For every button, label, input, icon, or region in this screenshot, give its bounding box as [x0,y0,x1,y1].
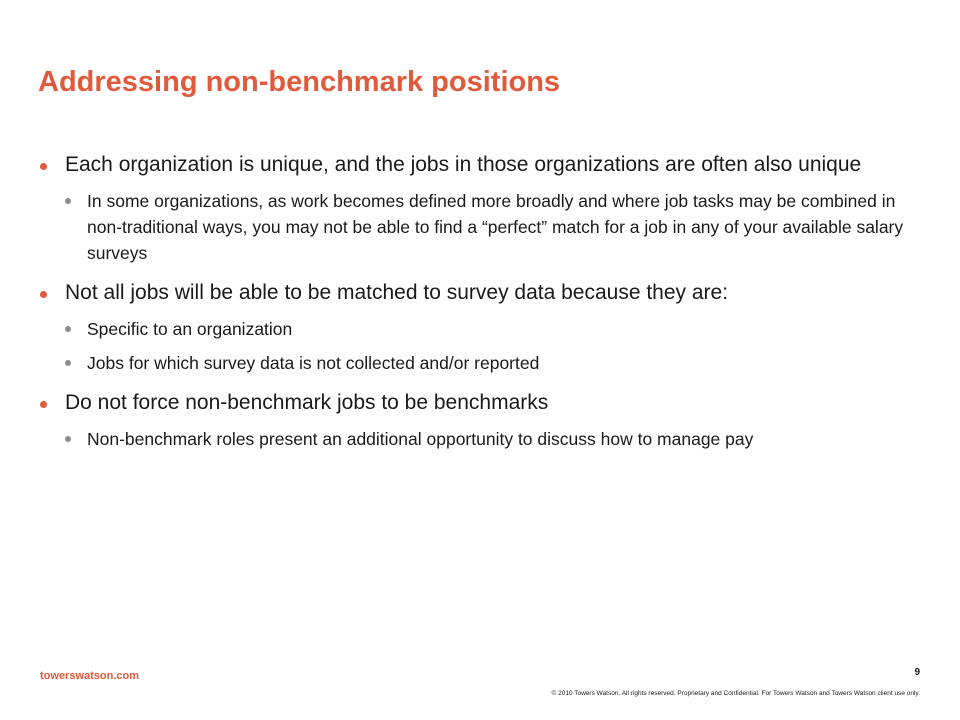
bullet-group-2 [38,278,918,376]
bullet-dot-icon [40,401,47,408]
bullet-text: Do not force non-benchmark jobs to be benchmarks [65,391,549,414]
bullet-group-1 [38,150,918,266]
bullet-item [38,278,918,308]
sub-bullet-item [38,316,918,342]
bullet-group-3 [38,388,918,452]
bullet-dot-icon [40,291,47,298]
footer-site-link[interactable]: towerswatson.com [40,670,140,682]
sub-bullet-list [38,316,918,376]
sub-bullet-item [38,350,918,376]
slide-title: Addressing non-benchmark positions [38,66,561,98]
sub-bullet-text: Jobs for which survey data is not collected and/or reported [87,353,540,373]
sub-bullet-dot-icon [65,198,71,204]
sub-bullet-item [38,188,918,266]
sub-bullet-list [38,188,918,266]
sub-bullet-dot-icon [65,326,71,332]
bullet-item [38,388,918,418]
sub-bullet-list [38,426,918,452]
bullet-dot-icon [40,163,47,170]
sub-bullet-text: In some organizations, as work becomes defined more broadly and where job tasks may be combined in non-traditional ways, you may not be able to find a “perfect” match for a job in any of your available salary surveys [87,191,904,263]
bullet-text: Not all jobs will be able to be matched to survey data because they are: [65,281,729,304]
sub-bullet-dot-icon [65,360,71,366]
sub-bullet-text: Specific to an organization [87,319,293,339]
page-number: 9 [914,667,920,678]
bullet-text: Each organization is unique, and the jobs in those organizations are often also unique [65,153,862,176]
bullet-item [38,150,918,180]
copyright-notice: © 2010 Towers Watson. All rights reserved. Proprietary and Confidential. For Towers Watson and Towers Watson client use only. [551,690,920,697]
bullet-list [38,150,918,464]
sub-bullet-item [38,426,918,452]
sub-bullet-dot-icon [65,436,71,442]
sub-bullet-text: Non-benchmark roles present an additional opportunity to discuss how to manage pay [87,429,754,449]
